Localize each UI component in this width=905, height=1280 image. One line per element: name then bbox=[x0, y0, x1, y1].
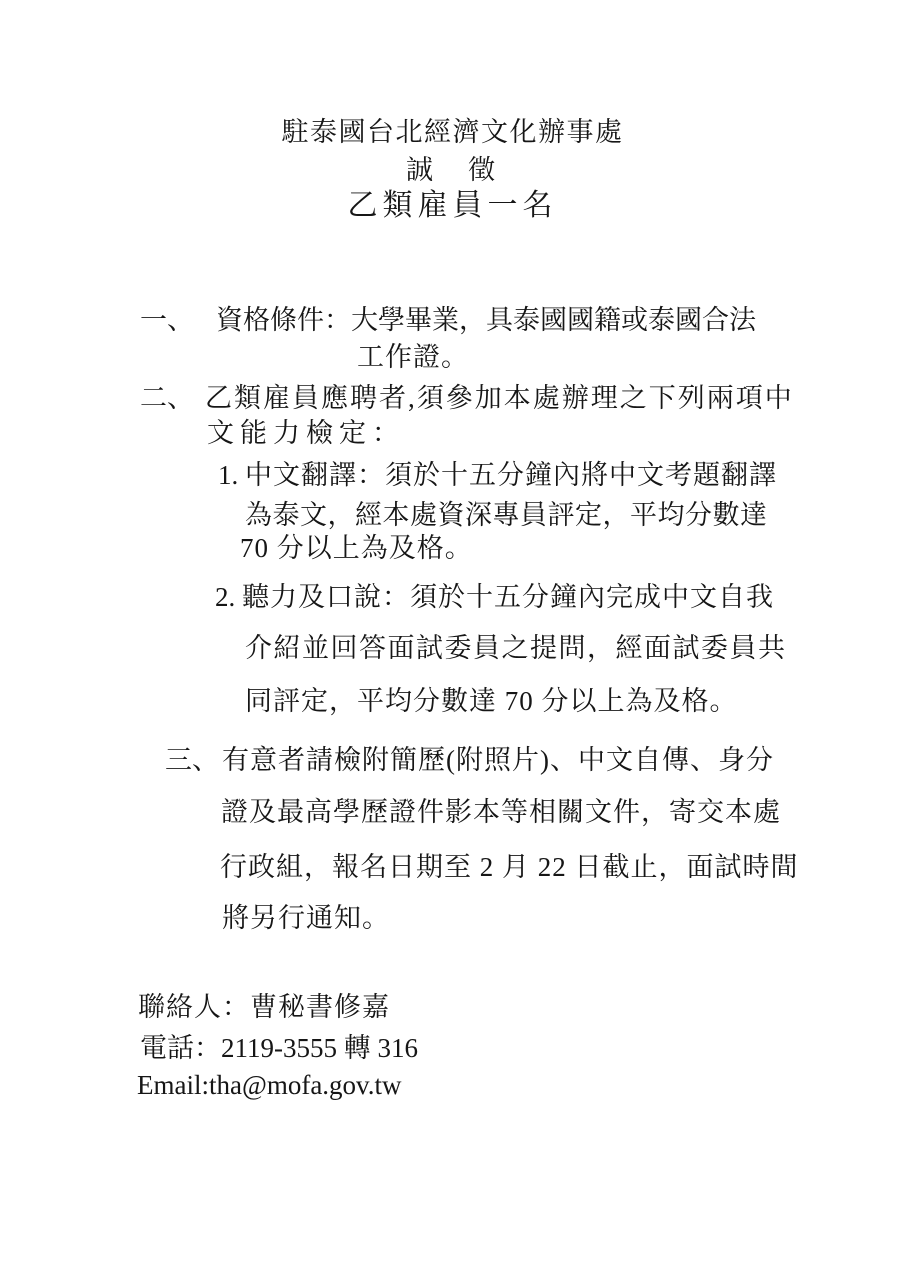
item3-line4: 將另行通知。 bbox=[222, 903, 390, 933]
item3-text: 有意者請檢附簡歷(附照片)、中文自傳、身分 bbox=[222, 745, 774, 775]
item3-line3: 行政組，報名日期至 2 月 22 日截止，面試時間 bbox=[220, 852, 799, 882]
subitem1-line3: 70 分以上為及格。 bbox=[240, 533, 473, 563]
contact-email-line: Email:tha@mofa.gov.tw bbox=[137, 1070, 402, 1100]
item2-line1 bbox=[140, 381, 794, 415]
contact-person-name: 曹秘書修嘉 bbox=[250, 992, 390, 1022]
subitem1-line2: 為泰文，經本處資深專員評定，平均分數達 bbox=[245, 500, 768, 530]
subitem2-line1 bbox=[215, 580, 774, 614]
subitem1-text: 中文翻譯：須於十五分鐘內將中文考題翻譯 bbox=[245, 460, 777, 490]
title-position-label: 乙類雇員一名 bbox=[347, 189, 558, 222]
subitem2-line3: 同評定，平均分數達 70 分以上為及格。 bbox=[245, 686, 738, 716]
contact-phone-number: 2119-3555 轉 316 bbox=[221, 1033, 418, 1063]
item1-text: 資格條件：大學畢業，具泰國國籍或泰國合法 bbox=[216, 305, 756, 335]
item3-line1 bbox=[165, 743, 774, 777]
contact-person-label: 聯絡人： bbox=[138, 992, 250, 1022]
item3-line2: 證及最高學歷證件影本等相關文件，寄交本處 bbox=[221, 797, 781, 827]
item1-line2: 工作證。 bbox=[357, 342, 469, 372]
subitem2-number: 2. bbox=[215, 582, 236, 612]
contact-phone-line bbox=[140, 1031, 418, 1065]
subitem1-number: 1. bbox=[218, 460, 239, 490]
item2-text: 乙類雇員應聘者,須參加本處辦理之下列兩項中 bbox=[205, 383, 794, 413]
item3-number: 三、 bbox=[165, 745, 219, 775]
subitem2-text: 聽力及口說：須於十五分鐘內完成中文自我 bbox=[242, 582, 774, 612]
subitem1-line1 bbox=[218, 458, 777, 492]
contact-person-line bbox=[138, 990, 390, 1024]
document-title: 駐泰國台北經濟文化辦事處 bbox=[281, 117, 624, 147]
item1-line1 bbox=[140, 303, 756, 337]
item2-number: 二、 bbox=[140, 383, 194, 413]
subitem2-line2: 介紹並回答面試委員之提問，經面試委員共 bbox=[245, 633, 787, 663]
item2-line2: 文能力檢定： bbox=[207, 418, 405, 448]
contact-phone-label: 電話： bbox=[140, 1033, 221, 1063]
item1-number: 一、 bbox=[140, 305, 194, 335]
title-recruiting-label: 誠 徵 bbox=[406, 155, 499, 185]
